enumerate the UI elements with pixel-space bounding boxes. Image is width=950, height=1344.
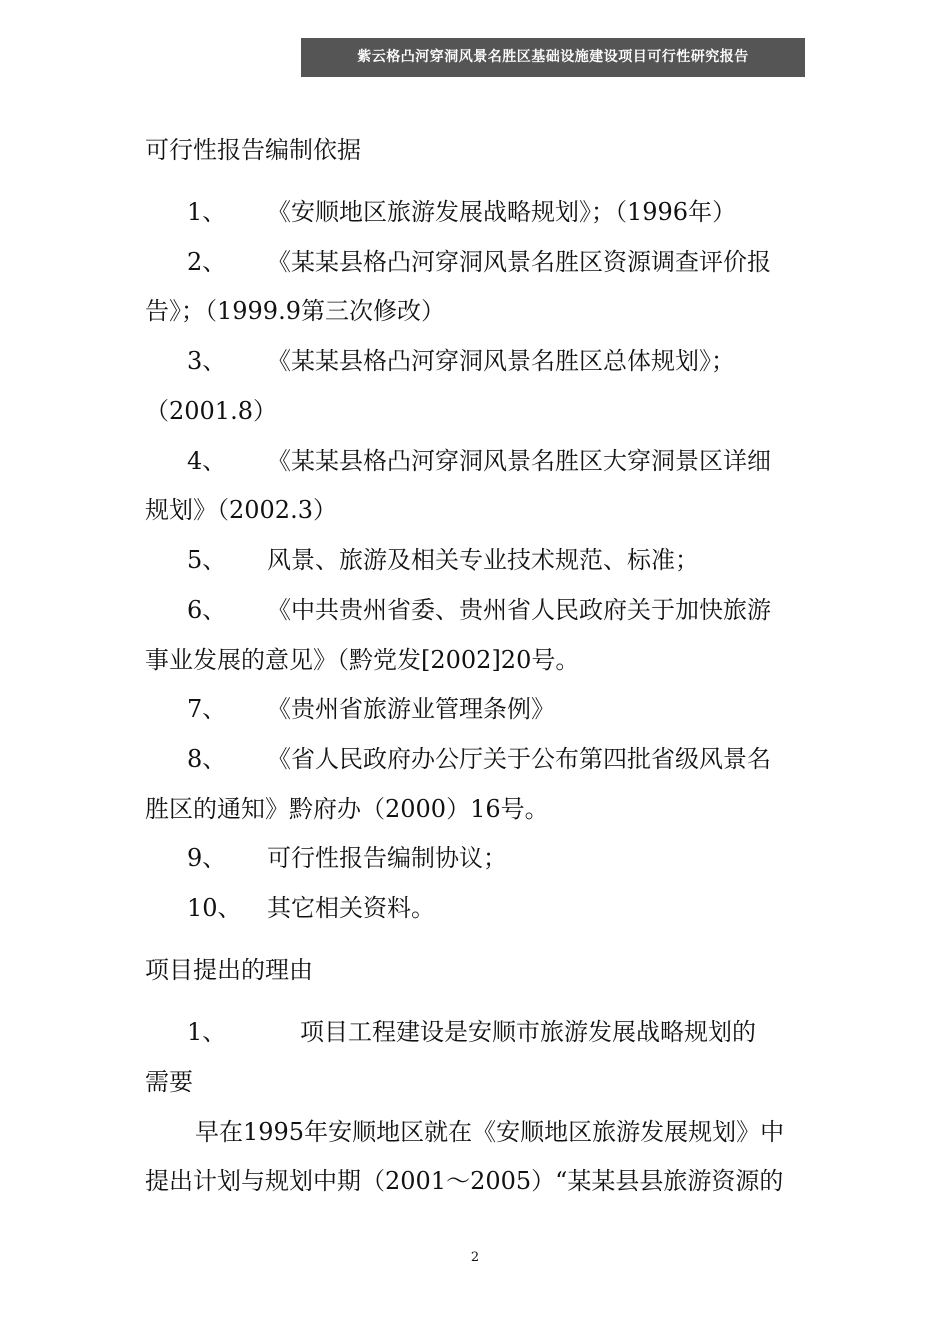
list-item-continuation: 需要: [145, 1068, 193, 1096]
list-item-text: 《安顺地区旅游发展战略规划》；（1996年）: [267, 198, 737, 226]
list-item-text: 《省人民政府办公厅关于公布第四批省级风景名: [267, 745, 771, 773]
list-item-continuation: （2001.8）: [145, 397, 277, 425]
paragraph-line: 早在1995年安顺地区就在《安顺地区旅游发展规划》中: [195, 1118, 785, 1146]
list-item-continuation: 告》；（1999.9第三次修改）: [145, 297, 445, 325]
list-item-text: 其它相关资料。: [267, 894, 435, 922]
paragraph-line: 提出计划与规划中期（2001～2005）“某某县县旅游资源的: [145, 1167, 784, 1195]
list-item-text: 《中共贵州省委、贵州省人民政府关于加快旅游: [267, 596, 771, 624]
section-heading-basis: 可行性报告编制依据: [145, 136, 361, 164]
list-item-number: 10、: [187, 894, 242, 922]
list-item-number: 5、: [187, 546, 227, 574]
list-item-text: 风景、旅游及相关专业技术规范、标准；: [267, 546, 699, 574]
list-item-number: 4、: [187, 447, 227, 475]
list-item-number: 7、: [187, 695, 227, 723]
list-item-text: 《某某县格凸河穿洞风景名胜区大穿洞景区详细: [267, 447, 771, 475]
report-header-title: 紫云格凸河穿洞风景名胜区基础设施建设项目可行性研究报告: [301, 38, 805, 77]
list-item-text: 可行性报告编制协议；: [267, 844, 507, 872]
list-item-text: 项目工程建设是安顺市旅游发展战略规划的: [300, 1018, 756, 1046]
list-item-number: 9、: [187, 844, 227, 872]
list-item-text: 《某某县格凸河穿洞风景名胜区资源调查评价报: [267, 248, 771, 276]
list-item-number: 2、: [187, 248, 227, 276]
list-item-number: 3、: [187, 347, 227, 375]
page-number: 2: [470, 1250, 480, 1265]
list-item-number: 6、: [187, 596, 227, 624]
list-item-number: 8、: [187, 745, 227, 773]
list-item-number: 1、: [187, 1018, 227, 1046]
list-item-text: 《贵州省旅游业管理条例》: [267, 695, 555, 723]
section-heading-reasons: 项目提出的理由: [145, 956, 313, 984]
list-item-continuation: 规划》（2002.3）: [145, 496, 337, 524]
list-item-number: 1、: [187, 198, 227, 226]
list-item-text: 《某某县格凸河穿洞风景名胜区总体规划》；: [267, 347, 735, 375]
list-item-continuation: 事业发展的意见》（黔党发[2002]20号。: [145, 646, 580, 674]
list-item-continuation: 胜区的通知》黔府办（2000）16号。: [145, 795, 549, 823]
